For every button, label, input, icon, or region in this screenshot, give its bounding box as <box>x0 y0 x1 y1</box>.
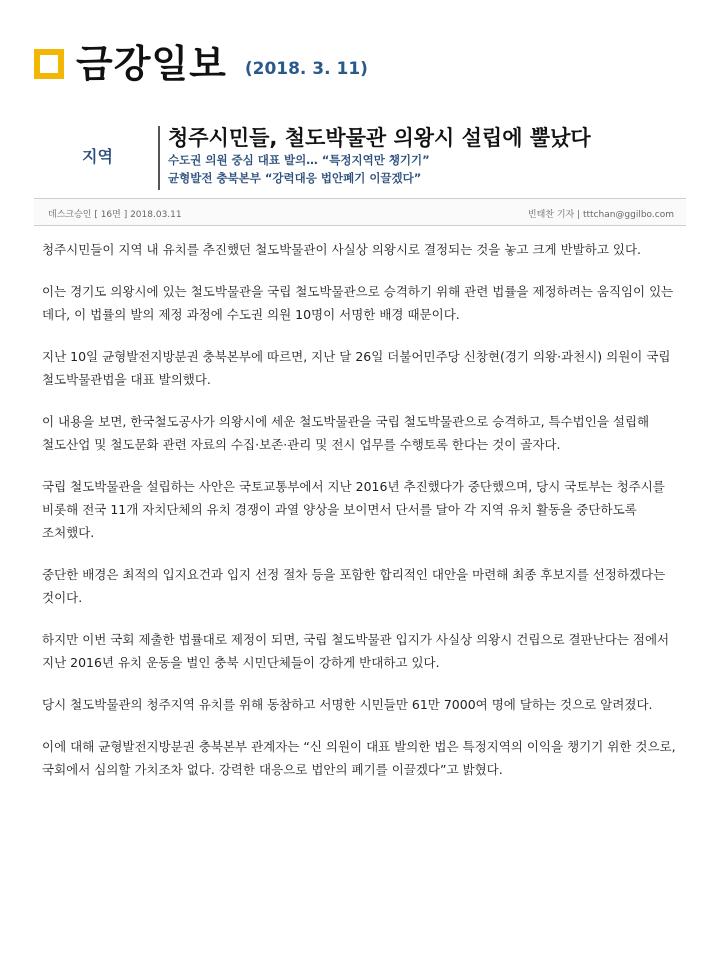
headline-block <box>34 122 684 192</box>
article-paragraph: 지난 10일 균형발전지방분권 충북본부에 따르면, 지난 달 26일 더불어민주당 신창현(경기 의왕·과천시) 의원이 국립 철도박물관법을 대표 발의했다. <box>42 349 671 387</box>
article-subtitle-2: 균형발전 충북본부 “강력대응 법안폐기 이끌겠다” <box>168 171 422 185</box>
headline-divider <box>158 126 160 190</box>
section-label: 지역 <box>82 147 113 166</box>
article-paragraph: 하지만 이번 국회 제출한 법률대로 제정이 되면, 국립 철도박물관 입지가 사실상 의왕시 건립으로 결판난다는 점에서 지난 2016년 유치 운동을 벌인 충북 시민단체들이 강하게 반대하고 있다. <box>42 632 670 670</box>
publication-date: (2018. 3. 11) <box>244 59 368 79</box>
article-paragraph: 국립 철도박물관을 설립하는 사안은 국토교통부에서 지난 2016년 추진했다가 중단했으며, 당시 국토부는 청주시를 비롯해 전국 11개 자치단체의 유치 경쟁이 과열 양상을 보이면서 단서를 달아 각 지역 유치 활동을 중단하도록 조처했다. <box>42 479 665 540</box>
masthead <box>34 36 368 92</box>
article-title: 청주시민들, 철도박물관 의왕시 설립에 뿔났다 <box>168 126 591 150</box>
article-meta-bar <box>34 198 686 226</box>
article-paragraph: 이 내용을 보면, 한국철도공사가 의왕시에 세운 철도박물관을 국립 철도박물관으로 승격하고, 특수법인을 설립해 철도산업 및 철도문화 관련 자료의 수집·보존·관리 및 전시 업무를 수행토록 한다는 것이 골자다. <box>42 414 650 452</box>
article-paragraph: 중단한 배경은 최적의 입지요건과 입지 선정 절차 등을 포함한 합리적인 대안을 마련해 최종 후보지를 선정하겠다는 것이다. <box>42 567 666 605</box>
article-paragraph: 청주시민들이 지역 내 유치를 추진했던 철도박물관이 사실상 의왕시로 결정되는 것을 놓고 크게 반발하고 있다. <box>42 242 642 257</box>
article-paragraph: 이는 경기도 의왕시에 있는 철도박물관을 국립 철도박물관으로 승격하기 위해 관련 법률을 제정하려는 움직임이 있는 데다, 이 법률의 발의 제정 과정에 수도권 의원 10명이 서명한 배경 때문이다. <box>42 284 674 322</box>
article-subtitle-1: 수도권 의원 중심 대표 발의… “특정지역만 챙기기” <box>168 153 430 167</box>
reporter-byline: 빈태찬 기자 | tttchan@ggilbo.com <box>527 210 674 220</box>
article-body <box>42 238 678 800</box>
newspaper-logo: 금강일보 <box>76 42 227 86</box>
logo-square-icon <box>34 49 64 79</box>
article-paragraph: 이에 대해 균형발전지방분권 충북본부 관계자는 “신 의원이 대표 발의한 법은 특정지역의 이익을 챙기기 위한 것으로, 국회에서 심의할 가치조차 없다. 강력한 대응으로 법안의 폐기를 이끌겠다”고 밝혔다. <box>42 739 676 777</box>
article-paragraph: 당시 철도박물관의 청주지역 유치를 위해 동참하고 서명한 시민들만 61만 7000여 명에 달하는 것으로 알려졌다. <box>42 697 653 712</box>
desk-approval-info: 데스크승인 [ 16면 ] 2018.03.11 <box>48 210 182 220</box>
